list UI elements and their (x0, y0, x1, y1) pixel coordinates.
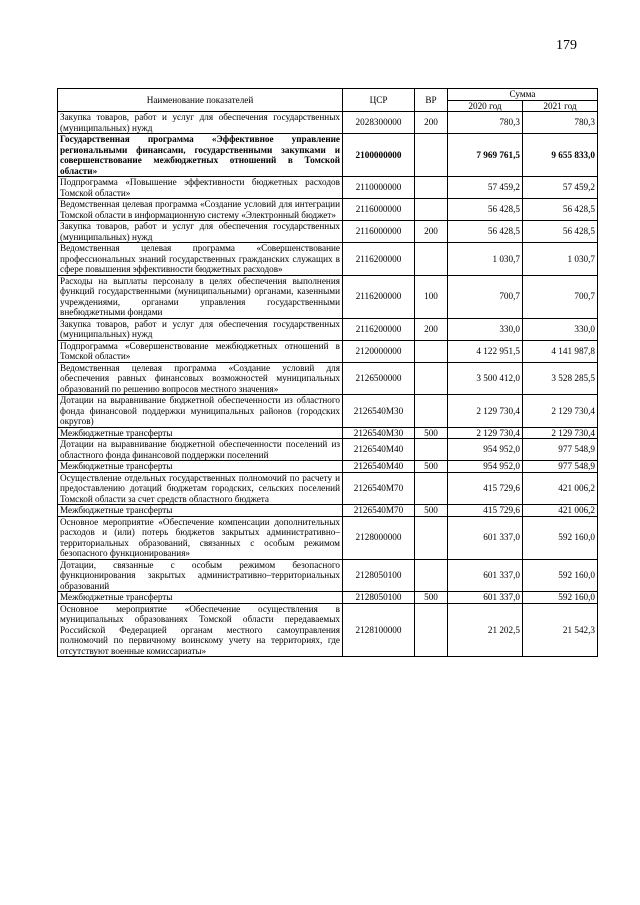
row-name: Закупка товаров, работ и услуг для обеспечения государственных (муниципальных) нужд (58, 112, 343, 134)
table-row (58, 177, 598, 199)
table-row (58, 461, 598, 473)
row-name: Межбюджетные трансферты (58, 592, 343, 604)
row-value-2020: 415 729,6 (448, 472, 523, 505)
row-csr: 2126540М30 (343, 395, 415, 428)
row-name: Расходы на выплаты персоналу в целях обеспечения выполнения функций государственными (муниципальными) органами, казенными учреждениями, органами управления государственными внебюджетными фондами (58, 275, 343, 318)
row-csr: 2128050100 (343, 592, 415, 604)
row-value-2021: 330,0 (523, 318, 598, 340)
row-csr: 2126540М70 (343, 505, 415, 517)
row-vr (415, 362, 448, 395)
row-value-2020: 601 337,0 (448, 559, 523, 592)
row-value-2021: 4 141 987,8 (523, 340, 598, 362)
row-value-2021: 56 428,5 (523, 199, 598, 221)
table-row (58, 275, 598, 318)
budget-table (57, 88, 598, 657)
row-vr: 200 (415, 318, 448, 340)
row-value-2020: 2 129 730,4 (448, 395, 523, 428)
table-row (58, 427, 598, 439)
row-value-2021: 9 655 833,0 (523, 134, 598, 177)
row-value-2021: 592 160,0 (523, 559, 598, 592)
row-name: Дотации, связанные с особым режимом безопасного функционирования закрытых административно–территориальных образований (58, 559, 343, 592)
row-name: Основное мероприятие «Обеспечение компенсации дополнительных расходов и (или) потерь бюджетов закрытых административно–территориальных образований, связанных с особым режимом безопасного функционирования» (58, 516, 343, 559)
row-value-2021: 977 548,9 (523, 461, 598, 473)
row-value-2020: 56 428,5 (448, 199, 523, 221)
table-row (58, 603, 598, 657)
table-row (58, 505, 598, 517)
row-csr: 2028300000 (343, 112, 415, 134)
table-row (58, 362, 598, 395)
row-csr: 2126540М30 (343, 427, 415, 439)
row-vr (415, 340, 448, 362)
table-row (58, 243, 598, 276)
row-value-2021: 700,7 (523, 275, 598, 318)
row-name: Межбюджетные трансферты (58, 427, 343, 439)
row-value-2020: 330,0 (448, 318, 523, 340)
header-csr: ЦСР (343, 89, 415, 112)
row-value-2021: 421 006,2 (523, 472, 598, 505)
header-sum: Сумма (448, 89, 598, 101)
row-name: Дотации на выравнивание бюджетной обеспеченности поселений из областного фонда финансовой поддержки поселений (58, 439, 343, 461)
row-csr: 2116200000 (343, 275, 415, 318)
row-vr (415, 559, 448, 592)
row-name: Ведомственная целевая программа «Совершенствование профессиональных знаний государственных гражданских служащих в сфере повышения эффективности бюджетных расходов» (58, 243, 343, 276)
table-row (58, 592, 598, 604)
row-value-2020: 7 969 761,5 (448, 134, 523, 177)
row-csr: 2110000000 (343, 177, 415, 199)
row-value-2020: 700,7 (448, 275, 523, 318)
table-row (58, 318, 598, 340)
row-value-2021: 2 129 730,4 (523, 395, 598, 428)
row-vr: 200 (415, 112, 448, 134)
row-vr (415, 243, 448, 276)
row-name: Дотации на выравнивание бюджетной обеспеченности из областного фонда финансовой поддержки муниципальных районов (городских округов) (58, 395, 343, 428)
page-number: 179 (556, 38, 577, 53)
row-value-2020: 954 952,0 (448, 461, 523, 473)
row-value-2020: 1 030,7 (448, 243, 523, 276)
table-row (58, 199, 598, 221)
header-year-2020: 2020 год (448, 100, 523, 112)
row-csr: 2128000000 (343, 516, 415, 559)
row-name: Межбюджетные трансферты (58, 505, 343, 517)
row-value-2021: 592 160,0 (523, 592, 598, 604)
row-vr (415, 395, 448, 428)
row-vr (415, 134, 448, 177)
row-value-2020: 57 459,2 (448, 177, 523, 199)
row-value-2020: 601 337,0 (448, 592, 523, 604)
row-vr: 100 (415, 275, 448, 318)
header-name: Наименование показателей (58, 89, 343, 112)
row-name: Основное мероприятие «Обеспечение осуществления в муниципальных образованиях Томской области передаваемых Российской Федерацией органам местного самоуправления полномочий по первичному воинскому учету на территориях, где отсутствуют военные комиссариаты» (58, 603, 343, 657)
row-value-2021: 21 542,3 (523, 603, 598, 657)
row-value-2021: 57 459,2 (523, 177, 598, 199)
row-name: Осуществление отдельных государственных полномочий по расчету и предоставлению дотаций бюджетам городских, сельских поселений Томской области за счет средств областного бюджета (58, 472, 343, 505)
row-csr: 2116200000 (343, 318, 415, 340)
row-vr (415, 439, 448, 461)
row-vr (415, 472, 448, 505)
row-vr: 500 (415, 505, 448, 517)
row-vr (415, 199, 448, 221)
row-vr: 500 (415, 427, 448, 439)
header-year-2021: 2021 год (523, 100, 598, 112)
row-value-2021: 592 160,0 (523, 516, 598, 559)
row-vr: 500 (415, 461, 448, 473)
row-vr: 500 (415, 592, 448, 604)
table-body (58, 112, 598, 657)
row-csr: 2116000000 (343, 221, 415, 243)
row-name: Межбюджетные трансферты (58, 461, 343, 473)
table-row (58, 472, 598, 505)
row-value-2021: 56 428,5 (523, 221, 598, 243)
table-row (58, 221, 598, 243)
row-vr (415, 516, 448, 559)
row-name: Ведомственная целевая программа «Создание условий для интеграции Томской области в информационную систему «Электронный бюджет» (58, 199, 343, 221)
row-name: Закупка товаров, работ и услуг для обеспечения государственных (муниципальных) нужд (58, 318, 343, 340)
table-row (58, 134, 598, 177)
table-row (58, 395, 598, 428)
row-value-2021: 780,3 (523, 112, 598, 134)
row-value-2020: 415 729,6 (448, 505, 523, 517)
row-csr: 2116200000 (343, 243, 415, 276)
row-csr: 2126540М70 (343, 472, 415, 505)
row-csr: 2120000000 (343, 340, 415, 362)
row-csr: 2116000000 (343, 199, 415, 221)
row-value-2020: 56 428,5 (448, 221, 523, 243)
table-row (58, 559, 598, 592)
row-value-2021: 2 129 730,4 (523, 427, 598, 439)
row-value-2020: 780,3 (448, 112, 523, 134)
row-name: Закупка товаров, работ и услуг для обеспечения государственных (муниципальных) нужд (58, 221, 343, 243)
row-value-2020: 3 500 412,0 (448, 362, 523, 395)
row-name: Подпрограмма «Повышение эффективности бюджетных расходов Томской области» (58, 177, 343, 199)
row-csr: 2100000000 (343, 134, 415, 177)
row-csr: 2126540М40 (343, 439, 415, 461)
row-value-2021: 977 548,9 (523, 439, 598, 461)
table-row (58, 516, 598, 559)
row-value-2021: 421 006,2 (523, 505, 598, 517)
row-value-2021: 1 030,7 (523, 243, 598, 276)
row-value-2020: 21 202,5 (448, 603, 523, 657)
row-name: Ведомственная целевая программа «Создание условий для обеспечения равных финансовых возможностей муниципальных образований по решению вопросов местного значения» (58, 362, 343, 395)
row-value-2021: 3 528 285,5 (523, 362, 598, 395)
row-csr: 2128100000 (343, 603, 415, 657)
row-csr: 2126540М40 (343, 461, 415, 473)
row-csr: 2128050100 (343, 559, 415, 592)
table-row (58, 340, 598, 362)
row-value-2020: 2 129 730,4 (448, 427, 523, 439)
table-row (58, 439, 598, 461)
row-vr: 200 (415, 221, 448, 243)
row-vr (415, 177, 448, 199)
row-name: Подпрограмма «Совершенствование межбюджетных отношений в Томской области» (58, 340, 343, 362)
header-vr: ВР (415, 89, 448, 112)
row-name: Государственная программа «Эффективное управление региональными финансами, государственными закупками и совершенствование межбюджетных отношений в Томской области» (58, 134, 343, 177)
row-value-2020: 954 952,0 (448, 439, 523, 461)
row-vr (415, 603, 448, 657)
row-value-2020: 601 337,0 (448, 516, 523, 559)
row-value-2020: 4 122 951,5 (448, 340, 523, 362)
table-row (58, 112, 598, 134)
row-csr: 2126500000 (343, 362, 415, 395)
